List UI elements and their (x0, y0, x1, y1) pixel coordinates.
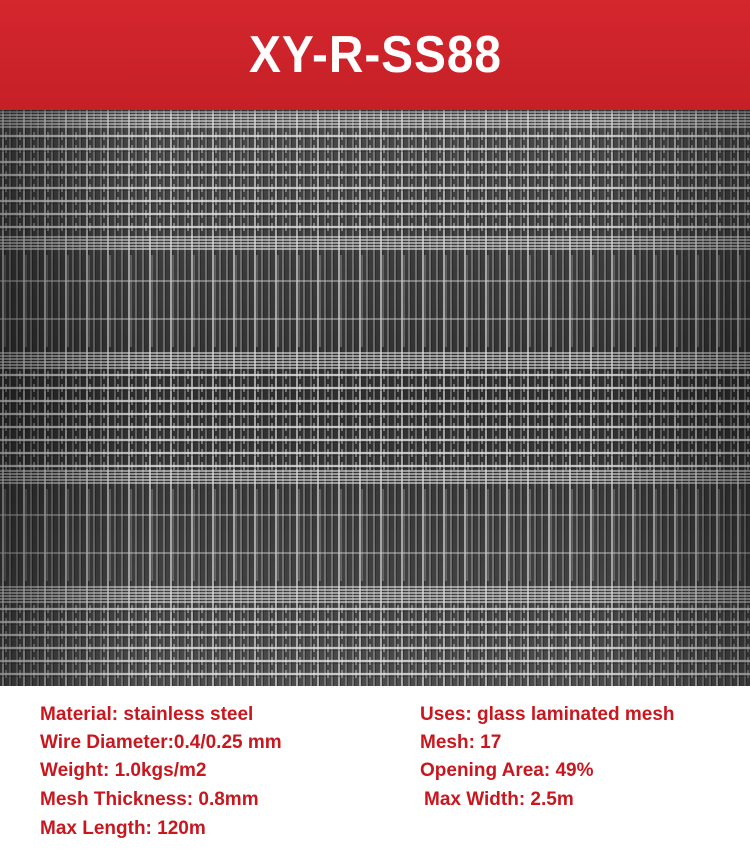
spec-panel (0, 686, 750, 850)
spec-mesh: Mesh: 17 (420, 732, 502, 753)
spec-max-length: Max Length: 120m (40, 818, 206, 839)
spec-opening-area: Opening Area: 49% (420, 760, 594, 781)
spec-mesh-thickness: Mesh Thickness: 0.8mm (40, 789, 259, 810)
spec-uses: Uses: glass laminated mesh (420, 704, 675, 725)
mesh-photo-image (0, 110, 750, 686)
mesh-photo (0, 110, 750, 686)
spec-weight: Weight: 1.0kgs/m2 (40, 760, 207, 781)
spec-material: Material: stainless steel (40, 704, 254, 725)
title-banner (0, 0, 750, 110)
spec-wire-diameter: Wire Diameter:0.4/0.25 mm (40, 732, 282, 753)
product-title: XY-R-SS88 (248, 26, 502, 84)
spec-max-width: Max Width: 2.5m (424, 789, 574, 810)
